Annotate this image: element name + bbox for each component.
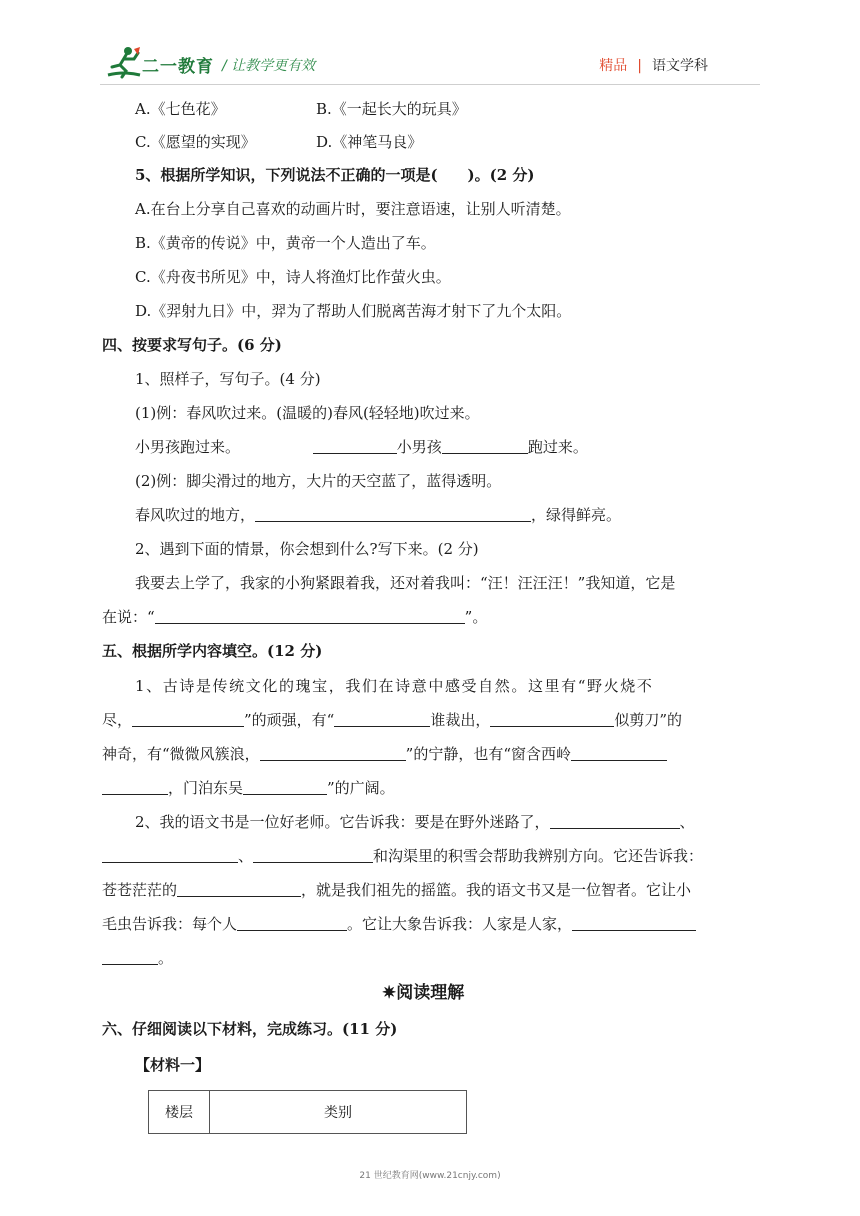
logo-text: 二一教育 xyxy=(142,57,214,77)
sec5-p2-line2 xyxy=(102,841,703,871)
section-4-title: 四、按要求写句子。(6 分) xyxy=(102,336,282,354)
sec4-example-2: (2)例：脚尖滑过的地方，大片的天空蓝了，蓝得透明。 xyxy=(135,472,502,490)
sec4-task-1 xyxy=(135,432,588,462)
text-span: 2、我的语文书是一位好老师。它告诉我：要是在野外迷路了， xyxy=(135,813,550,831)
badge-separator: | xyxy=(637,58,642,74)
answer-blank[interactable] xyxy=(102,776,168,795)
answer-blank[interactable] xyxy=(571,742,667,761)
reading-heading: ✷阅读理解 xyxy=(382,983,465,1003)
page-footer: 21 世纪教育网(www.21cnjy.com) xyxy=(359,1171,501,1181)
q5-option-b: B.《黄帝的传说》中，黄帝一个人造出了车。 xyxy=(135,234,436,252)
option-c: C.《愿望的实现》 xyxy=(135,133,256,151)
task-1-verb: 跑过来。 xyxy=(527,438,588,456)
text-span: 毛虫告诉我：每个人 xyxy=(102,915,238,933)
answer-blank[interactable] xyxy=(132,708,244,727)
task-2-lead: 春风吹过的地方， xyxy=(135,506,256,524)
q4-options-row2 xyxy=(135,127,423,157)
text-span: ”的顽强，有“ xyxy=(244,711,335,729)
badge-premium: 精品 xyxy=(599,58,628,74)
option-b: B.《一起长大的玩具》 xyxy=(316,100,467,118)
option-d: D.《神笔马良》 xyxy=(316,133,423,151)
header-badge xyxy=(599,55,708,75)
sec5-p1-line1: 1、古诗是传统文化的瑰宝，我们在诗意中感受自然。这里有“野火烧不 xyxy=(135,677,654,695)
answer-blank[interactable] xyxy=(255,503,531,522)
answer-blank[interactable] xyxy=(177,878,301,897)
text-span: 和沟渠里的积雪会帮助我辨别方向。它还告诉我： xyxy=(373,847,704,865)
header-divider xyxy=(100,84,760,85)
answer-blank[interactable] xyxy=(490,708,614,727)
answer-blank[interactable] xyxy=(572,912,696,931)
answer-blank[interactable] xyxy=(334,708,430,727)
answer-blank[interactable] xyxy=(155,605,465,624)
answer-blank[interactable] xyxy=(243,776,327,795)
sec5-p1-line4 xyxy=(102,773,395,803)
answer-blank[interactable] xyxy=(102,946,158,965)
sec5-p2-line1 xyxy=(135,807,695,837)
q5-option-d: D.《羿射九日》中，羿为了帮助人们脱离苦海才射下了九个太阳。 xyxy=(135,302,572,320)
answer-blank[interactable] xyxy=(102,844,238,863)
sec5-p2-line3 xyxy=(102,875,691,905)
text-span: 似剪刀”的 xyxy=(614,711,683,729)
text-span: ”的广阔。 xyxy=(327,779,395,797)
section-6-title: 六、仔细阅读以下材料，完成练习。(11 分) xyxy=(102,1020,398,1038)
material-1-label: 【材料一】 xyxy=(135,1056,211,1074)
text-span: 谁裁出， xyxy=(430,711,491,729)
q2-say-lead: 在说：“ xyxy=(102,608,155,626)
task-1-sentence: 小男孩跑过来。 xyxy=(135,438,241,456)
page-header xyxy=(0,0,860,88)
table-header-row xyxy=(149,1091,467,1134)
answer-blank[interactable] xyxy=(237,912,347,931)
option-a: A.《七色花》 xyxy=(135,100,226,118)
section-5-title: 五、根据所学内容填空。(12 分) xyxy=(102,642,323,660)
sec4-task-2 xyxy=(135,500,621,530)
text-span: 。它让大象告诉我：人家是人家， xyxy=(347,915,573,933)
sec4-q1: 1、照样子，写句子。(4 分) xyxy=(135,370,321,388)
sec5-p1-line3 xyxy=(102,739,667,769)
text-span: 尽， xyxy=(102,711,133,729)
sec4-q2: 2、遇到下面的情景，你会想到什么?写下来。(2 分) xyxy=(135,540,479,558)
material-table xyxy=(148,1090,467,1134)
text-span: 。 xyxy=(158,949,174,967)
q5-option-c: C.《舟夜书所见》中，诗人将渔灯比作萤火虫。 xyxy=(135,268,451,286)
answer-blank[interactable] xyxy=(442,435,528,454)
answer-blank[interactable] xyxy=(313,435,397,454)
task-1-subject: 小男孩 xyxy=(396,438,442,456)
sec4-q2-answer xyxy=(102,602,487,632)
answer-blank[interactable] xyxy=(253,844,373,863)
sec5-p2-line4 xyxy=(102,909,696,939)
text-span: 苍苍茫茫的 xyxy=(102,881,178,899)
slogan: / 让教学更有效 xyxy=(222,58,316,74)
text-span: 神奇，有“微微风簇浪， xyxy=(102,745,260,763)
text-span: 、 xyxy=(238,847,254,865)
answer-blank[interactable] xyxy=(550,810,680,829)
answer-blank[interactable] xyxy=(260,742,406,761)
text-span: ，门泊东吴 xyxy=(168,779,244,797)
sec5-p2-line5 xyxy=(102,943,173,973)
badge-subject: 语文学科 xyxy=(652,58,708,74)
q5-stem: 5、根据所学知识，下列说法不正确的一项是( )。(2 分) xyxy=(135,166,535,184)
sec5-p1-line2 xyxy=(102,705,682,735)
task-2-tail: ，绿得鲜亮。 xyxy=(531,506,622,524)
q5-option-a: A.在台上分享自己喜欢的动画片时，要注意语速，让别人听清楚。 xyxy=(135,200,571,218)
q2-say-tail: ”。 xyxy=(464,608,488,626)
text-span: 、 xyxy=(679,813,695,831)
sec4-example-1: (1)例：春风吹过来。(温暖的)春风(轻轻地)吹过来。 xyxy=(135,404,480,422)
table-header-floor: 楼层 xyxy=(149,1091,210,1134)
sec4-q2-passage: 我要去上学了，我家的小狗紧跟着我，还对着我叫：“汪！汪汪汪！”我知道，它是 xyxy=(135,574,676,592)
q4-options-row1 xyxy=(135,94,467,124)
table-header-category: 类别 xyxy=(210,1091,467,1134)
text-span: ”的宁静，也有“窗含西岭 xyxy=(405,745,572,763)
text-span: ，就是我们祖先的摇篮。我的语文书又是一位智者。它让小 xyxy=(301,881,692,899)
